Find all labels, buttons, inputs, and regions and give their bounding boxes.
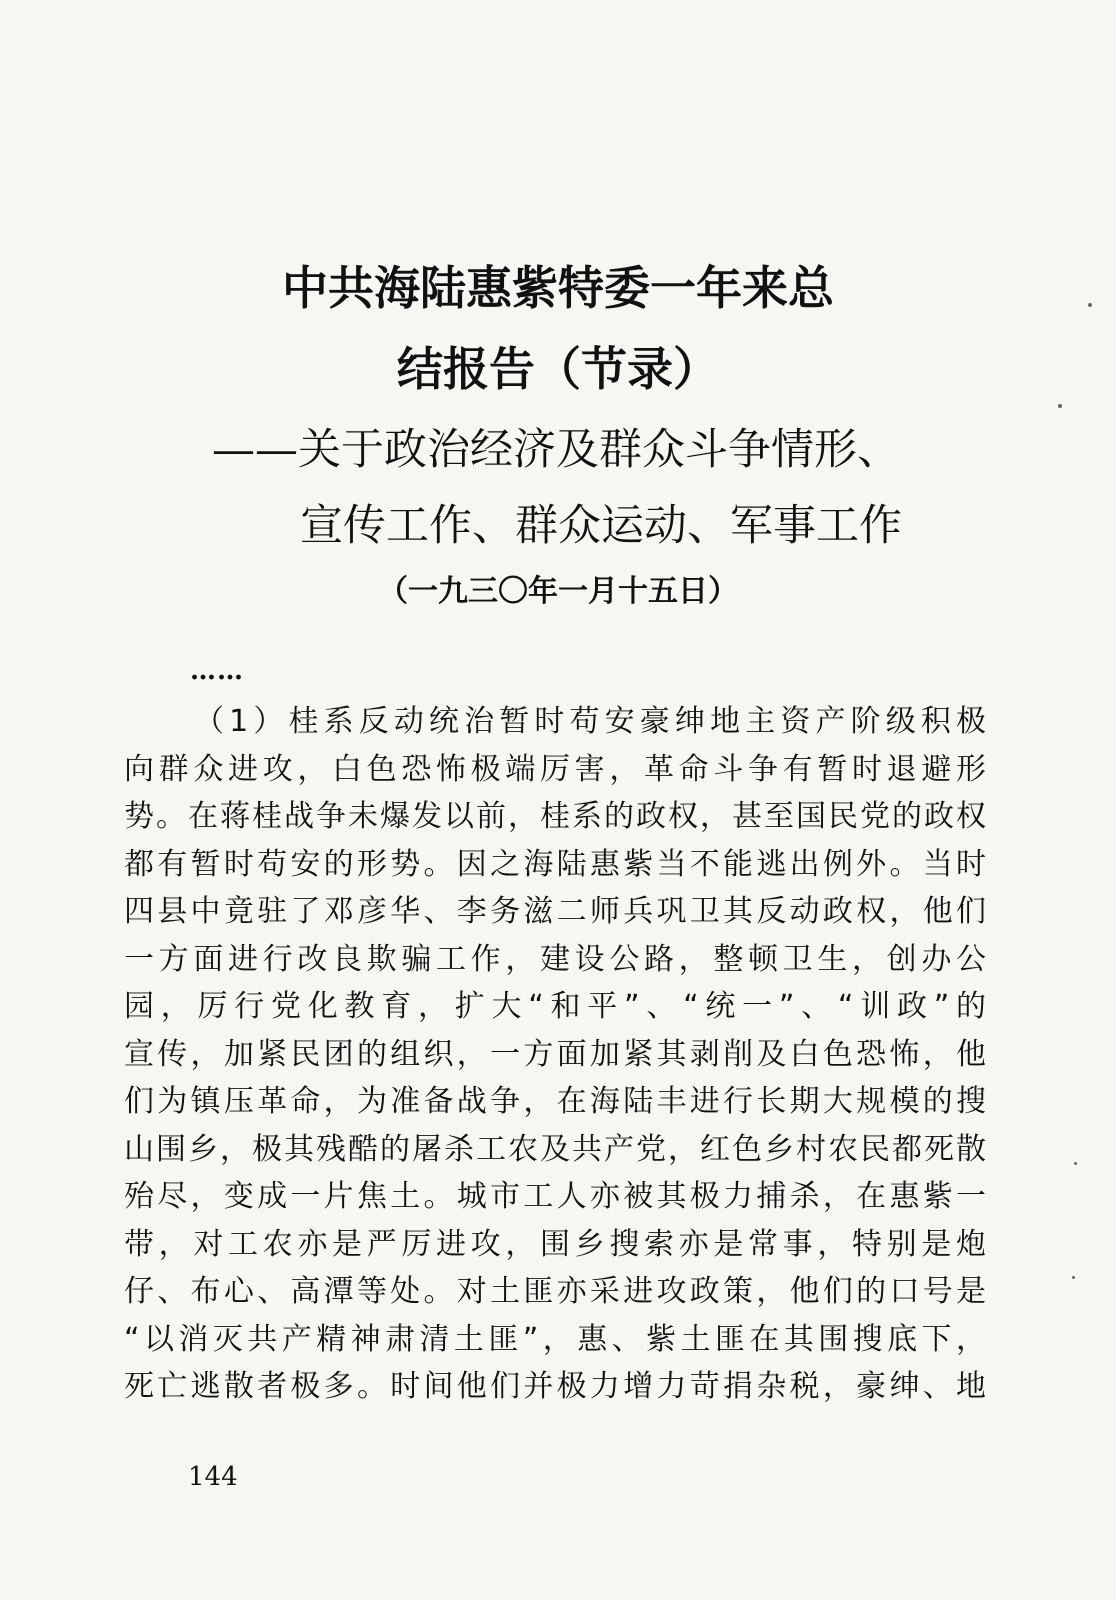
body-line: 们为镇压革命，为准备战争，在海陆丰进行长期大规模的搜 — [124, 1084, 986, 1119]
scan-speck — [1088, 303, 1092, 307]
body-line: 都有暂时苟安的形势。因之海陆惠紫当不能逃出例外。当时 — [124, 846, 986, 882]
body-line: 宣传，加紧民团的组织，一方面加紧其剥削及白色恐怖，他 — [124, 1036, 986, 1072]
body-line: 仔、布心、高潭等处。对土匪亦采进攻政策，他们的口号是 — [124, 1274, 986, 1309]
scan-speck — [1074, 1162, 1077, 1165]
body-line: （1）桂系反动统治暂时苟安豪绅地主资产阶级积极 — [194, 704, 986, 739]
body-line: 殆尽，变成一片焦土。城市工人亦被其极力捕杀，在惠紫一 — [124, 1179, 986, 1214]
subtitle-line-1: ——关于政治经济及群众斗争情形、 — [212, 425, 900, 475]
document-date: （一九三〇年一月十五日） — [378, 574, 738, 609]
title-line-2: 结报告（节录） — [397, 342, 719, 396]
scan-speck — [1072, 1276, 1075, 1279]
body-line: “以消灭共产精神肃清土匪”，惠、紫土匪在其围搜底下， — [124, 1321, 986, 1357]
scan-speck — [1058, 404, 1062, 408]
omission-ellipsis: …… — [190, 656, 244, 686]
body-line: 向群众进攻，白色恐怖极端厉害，革命斗争有暂时退避形 — [124, 751, 986, 787]
page-number: 144 — [188, 1462, 238, 1492]
subtitle-line-2: 宣传工作、群众运动、军事工作 — [300, 501, 902, 551]
body-line: 四县中竟驻了邓彦华、李务滋二师兵巩卫其反动政权，他们 — [124, 894, 986, 929]
title-line-1: 中共海陆惠紫特委一年来总 — [282, 261, 834, 315]
body-line: 一方面进行改良欺骗工作，建设公路，整顿卫生，创办公 — [124, 941, 986, 977]
body-line: 死亡逃散者极多。时间他们并极力增力苛捐杂税，豪绅、地 — [124, 1369, 986, 1404]
body-text — [124, 698, 986, 1411]
body-line: 势。在蒋桂战争未爆发以前，桂系的政权，甚至国民党的政权 — [124, 799, 986, 834]
body-line: 园，厉行党化教育，扩大“和平”、“统一”、“训政”的 — [124, 989, 986, 1024]
body-line: 山围乡，极其残酷的屠杀工农及共产党，红色乡村农民都死散 — [124, 1131, 986, 1167]
body-line: 带，对工农亦是严厉进攻，围乡搜索亦是常事，特别是炮 — [124, 1226, 986, 1262]
